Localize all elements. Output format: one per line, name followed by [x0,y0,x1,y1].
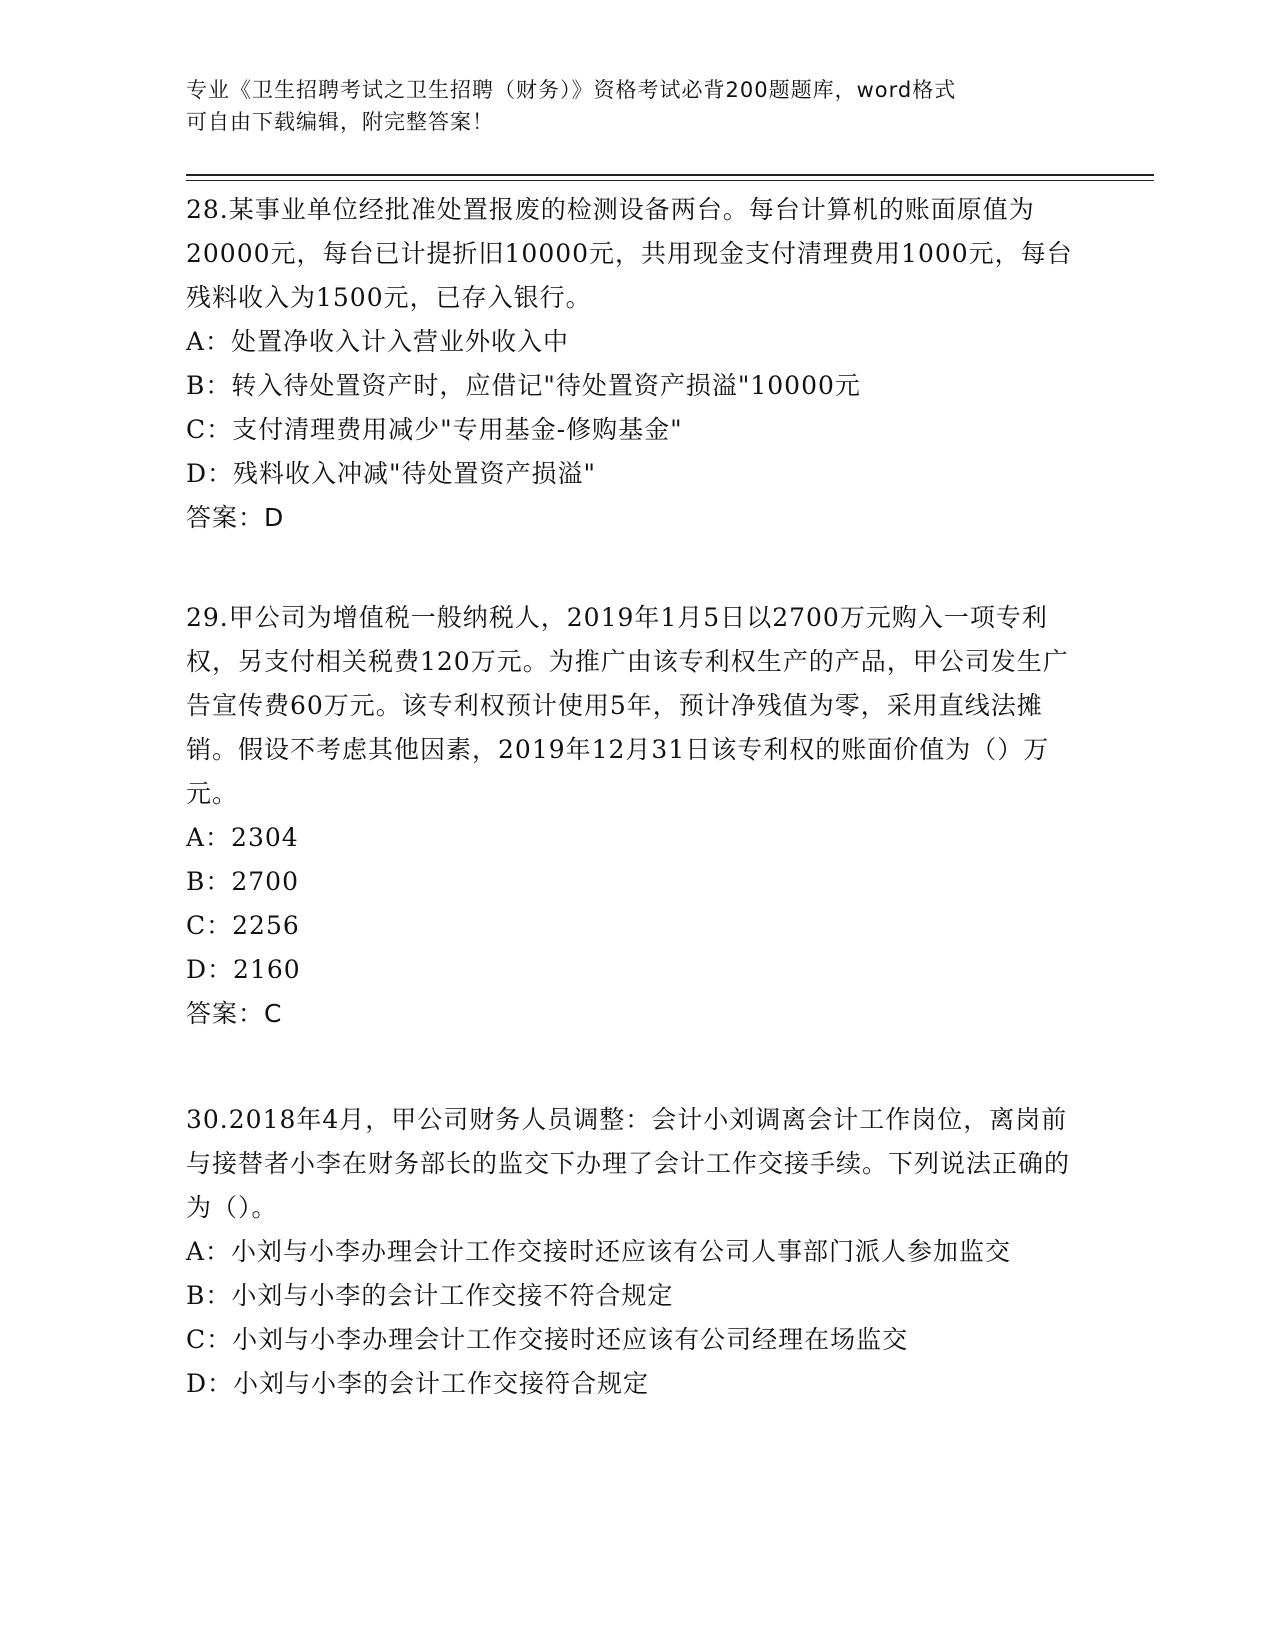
question-28 [186,188,1086,540]
question-stem: 30.2018年4月，甲公司财务人员调整：会计小刘调离会计工作岗位，离岗前与接替者小李在财务部长的监交下办理了会计工作交接手续。下列说法正确的为（）。 [186,1105,1071,1222]
option-c: C：支付清理费用减少"专用基金-修购基金" [186,415,683,444]
option-c: C：小刘与小李办理会计工作交接时还应该有公司经理在场监交 [186,1325,909,1354]
answer-label: 答案：D [186,503,285,532]
option-d: D：残料收入冲减"待处置资产损溢" [186,459,597,488]
header-divider-thick [186,174,1154,176]
answer-label: 答案：C [186,999,283,1028]
header-line-2: 可自由下载编辑，附完整答案！ [186,110,494,134]
option-a: A：2304 [186,823,299,852]
option-a: A：小刘与小李办理会计工作交接时还应该有公司人事部门派人参加监交 [186,1237,1012,1266]
question-stem: 28.某事业单位经批准处置报废的检测设备两台。每台计算机的账面原值为20000元，每台已计提折旧10000元，共用现金支付清理费用1000元，每台残料收入为1500元，已存入银行。 [186,195,1073,312]
header-divider-thin [186,180,1154,181]
option-d: D：小刘与小李的会计工作交接符合规定 [186,1369,650,1398]
header-line-1: 专业《卫生招聘考试之卫生招聘（财务）》资格考试必背200题题库，word格式 [186,78,957,102]
option-b: B：小刘与小李的会计工作交接不符合规定 [186,1281,674,1310]
option-b: B：2700 [186,867,299,896]
option-a: A：处置净收入计入营业外收入中 [186,327,570,356]
question-stem: 29.甲公司为增值税一般纳税人，2019年1月5日以2700万元购入一项专利权，另支付相关税费120万元。为推广由该专利权生产的产品，甲公司发生广告宣传费60万元。该专利权预计使用5年，预计净残值为零，采用直线法摊销。假设不考虑其他因素，2019年12月31日该专利权的账面价值为（）万元。 [186,603,1069,808]
document-header [186,74,1086,138]
option-c: C：2256 [186,911,300,940]
question-29 [186,596,1086,1036]
option-d: D：2160 [186,955,301,984]
option-b: B：转入待处置资产时，应借记"待处置资产损溢"10000元 [186,371,861,400]
question-30 [186,1098,1086,1406]
